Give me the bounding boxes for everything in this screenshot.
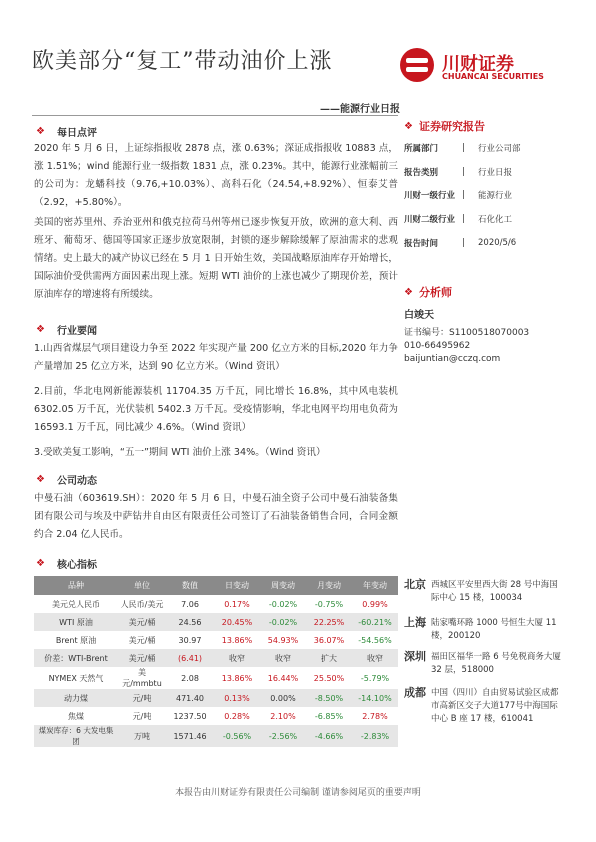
table-row — [34, 725, 398, 747]
table-cell: 0.00% — [260, 689, 306, 707]
report-subtitle: ——能源行业日报 — [320, 104, 400, 115]
table-cell: 美元/桶 — [118, 613, 166, 631]
company-logo — [400, 48, 550, 84]
table-cell: 24.56 — [166, 613, 214, 631]
column-header: 品种 — [34, 576, 118, 595]
table-cell: -0.56% — [214, 725, 260, 747]
report-title: 欧美部分“复工”带动油价上涨 — [32, 49, 333, 74]
table-row — [34, 649, 398, 667]
table-cell: 收窄 — [352, 649, 398, 667]
info-key: 报告类别 — [404, 167, 439, 178]
office-city: 深圳 — [404, 650, 426, 663]
diamond-icon: ❖ — [404, 286, 413, 298]
office-address-text: 陆家嘴环路 1000 号恒生大厦 11 楼，200120 — [431, 618, 557, 641]
footer-disclaimer: 本报告由川财证券有限责任公司编制 谨请参阅尾页的重要声明 — [175, 788, 421, 798]
table-row — [34, 595, 398, 613]
table-cell: 收窄 — [214, 649, 260, 667]
diamond-icon: ❖ — [36, 126, 45, 137]
table-cell: 1237.50 — [173, 711, 207, 721]
table-cell: 美元/桶 — [118, 649, 166, 667]
table-cell: NYMEX 天然气 — [48, 673, 104, 683]
report-info-row — [404, 207, 564, 231]
table-cell: 471.40 — [166, 689, 214, 707]
table-cell: 人民币/美元 — [120, 599, 164, 609]
table-row — [34, 613, 398, 631]
diamond-icon: ❖ — [36, 474, 45, 485]
office-address-text: 西城区平安里西大街 28 号中海国际中心 15 楼，100034 — [431, 580, 558, 603]
analyst-cert: 证书编号：S1100518070003 — [404, 328, 530, 338]
diamond-icon: ❖ — [36, 324, 45, 335]
info-value: 行业日报 — [478, 167, 513, 178]
info-value: 石化化工 — [478, 215, 513, 226]
table-cell: Brent 原油 — [55, 635, 97, 645]
separator: | — [462, 214, 465, 225]
section-daily-review — [36, 124, 97, 139]
table-cell: 元/吨 — [132, 711, 152, 721]
table-cell: -8.50% — [306, 689, 352, 707]
table-cell: -0.75% — [314, 599, 344, 609]
paragraph: 美国的密苏里州、乔治亚州和俄克拉荷马州等州已逐步恢复开放，欧洲的意大利、西班牙、葡萄牙、德国等国家正逐步放宽限制，封锁的逐步解除缓解了原油需求的悲观情绪。史上最大的减产协议已经在 5 月 1 日开始生效，美国战略原油库存开始增长，国际油价受供需两方面因素出现上涨。短期 WTI 油价的上涨也减少了期现价差，预计原油库存的增速将有所缓续。 — [34, 217, 398, 300]
table-cell: 54.93% — [267, 635, 299, 645]
diamond-icon: ❖ — [36, 558, 45, 569]
table-cell: 0.99% — [362, 599, 388, 609]
news-item: 1.山西省煤层气项目建设力争至 2022 年实现产量 200 亿立方米的目标,2020 年力争产量增加 25 亿立方米，达到 90 亿立方米。（Wind 资讯） — [34, 343, 398, 372]
analyst-name: 白竣天 — [404, 310, 434, 321]
table-cell: 7.06 — [181, 599, 199, 609]
table-cell: 0.13% — [214, 689, 260, 707]
column-header: 数值 — [166, 576, 214, 595]
table-cell: (6.41) — [166, 649, 214, 667]
table-cell: -2.56% — [260, 725, 306, 747]
table-cell: 0.17% — [224, 599, 250, 609]
office-city: 上海 — [404, 616, 426, 629]
table-cell: -5.79% — [360, 673, 390, 683]
logo-mark-icon — [400, 48, 434, 82]
report-info-row — [404, 184, 564, 208]
office-address-text: 中国（四川）自由贸易试验区成都市高新区交子大道177号中海国际中心 B 座 17 楼，610041 — [431, 688, 559, 724]
info-key: 川财一级行业 — [404, 191, 456, 202]
table-cell: 价差：WTI-Brent — [34, 649, 118, 667]
office-city: 成都 — [404, 686, 426, 699]
column-header: 年变动 — [352, 576, 398, 595]
table-cell: 0.28% — [224, 711, 250, 721]
section-industry-news — [36, 322, 97, 337]
table-cell: 焦煤 — [68, 711, 84, 721]
logo-english-name: CHUANCAI SECURITIES — [442, 72, 544, 81]
separator: | — [462, 166, 465, 177]
table-cell: 30.97 — [178, 635, 202, 645]
table-cell: 13.86% — [221, 673, 253, 683]
heading-text: 分析师 — [418, 286, 452, 299]
table-header-row — [34, 576, 398, 595]
table-cell: 25.50% — [313, 673, 345, 683]
office-city: 北京 — [404, 578, 426, 591]
table-cell: 1571.46 — [166, 725, 214, 747]
analyst-phone: 010-66495962 — [404, 341, 471, 351]
info-value: 能源行业 — [478, 191, 513, 202]
table-cell: 煤炭库存：6 大发电集团 — [34, 725, 118, 747]
report-info-row — [404, 160, 564, 184]
info-value: 2020/5/6 — [478, 238, 517, 249]
table-cell: -0.02% — [260, 613, 306, 631]
table-cell: 16.44% — [267, 673, 299, 683]
table-row — [34, 689, 398, 707]
table-row — [34, 631, 398, 649]
section-title: 公司动态 — [56, 476, 97, 487]
info-key: 所属部门 — [404, 143, 439, 154]
table-cell: 22.25% — [306, 613, 352, 631]
section-title: 核心指标 — [56, 560, 97, 571]
column-header: 日变动 — [214, 576, 260, 595]
table-cell: -4.66% — [306, 725, 352, 747]
table-cell: 13.86% — [221, 635, 253, 645]
report-info-row — [404, 136, 564, 160]
table-cell: 2.08 — [181, 673, 199, 683]
diamond-icon: ❖ — [404, 120, 413, 132]
separator: | — [462, 142, 465, 153]
table-cell: 美元/mmbtu — [122, 668, 162, 688]
table-cell: 万吨 — [118, 725, 166, 747]
table-cell: 扩大 — [306, 649, 352, 667]
analyst-heading — [404, 284, 452, 300]
column-header: 周变动 — [260, 576, 306, 595]
report-info-row — [404, 231, 564, 255]
info-value: 行业公司部 — [478, 143, 521, 154]
daily-review-body — [34, 140, 398, 306]
table-cell: 美元/桶 — [128, 635, 156, 645]
table-cell: -0.02% — [268, 599, 298, 609]
table-cell: 2.78% — [362, 711, 388, 721]
industry-news-body — [34, 340, 398, 464]
header-divider — [32, 115, 398, 116]
table-cell: 36.07% — [313, 635, 345, 645]
news-item: 2.目前，华北电网新能源装机 11704.35 万千瓦，同比增长 16.8%，其中风电装机 6302.05 万千瓦，光伏装机 5402.3 万千瓦。受疫情影响，华北电网平均用电负荷为 16593.1 万千瓦，同比减少 4.6%。（Wind 资讯） — [34, 386, 398, 433]
table-cell: 元/吨 — [118, 689, 166, 707]
report-info-list — [404, 136, 564, 255]
section-title: 每日点评 — [56, 128, 97, 139]
table-cell: -14.10% — [352, 689, 398, 707]
separator: | — [462, 190, 465, 201]
section-company-news — [36, 472, 97, 487]
office-address — [404, 648, 569, 688]
table-cell: WTI 原油 — [34, 613, 118, 631]
table-cell: 20.45% — [214, 613, 260, 631]
table-row — [34, 707, 398, 725]
table-cell: -60.21% — [352, 613, 398, 631]
column-header: 月变动 — [306, 576, 352, 595]
table-cell: 收窄 — [260, 649, 306, 667]
table-cell: -54.56% — [358, 635, 392, 645]
section-core-indicators — [36, 556, 97, 571]
report-info-heading — [404, 118, 485, 134]
office-address — [404, 684, 569, 724]
heading-text: 证券研究报告 — [418, 120, 485, 133]
indicators-table — [34, 576, 398, 747]
info-key: 报告时间 — [404, 239, 439, 250]
table-cell: 动力煤 — [34, 689, 118, 707]
analyst-email[interactable]: baijuntian@cczq.com — [404, 354, 501, 364]
paragraph: 2020 年 5 月 6 日，上证综指报收 2878 点，涨 0.63%；深证成指报收 10883 点，涨 1.51%；wind 能源行业一级指数 1831 点，涨 0.23%。其中，能源行业涨幅前三的公司为：龙蟠科技（9.76,+10.03%）、高科石化（24.54,+8.92%）、恒泰艾普（2.92，+5.80%）。 — [34, 143, 398, 208]
office-address-text: 福田区福华一路 6 号免税商务大厦 32 层，518000 — [431, 652, 561, 675]
info-key: 川财二级行业 — [404, 215, 456, 226]
table-cell: 2.10% — [270, 711, 296, 721]
logo-name: 川财证券 — [442, 54, 514, 75]
news-item: 3.受欧美复工影响，“五一”期间 WTI 油价上涨 34%。（Wind 资讯） — [34, 447, 326, 458]
table-cell: -6.85% — [314, 711, 344, 721]
section-title: 行业要闻 — [56, 326, 97, 337]
company-news-body: 中曼石油（603619.SH）：2020 年 5 月 6 日，中曼石油全资子公司中曼石油装备集团有限公司与埃及中萨钻井自由区有限责任公司签订了石油装备销售合同，合同金额约合 2.04 亿人民币。 — [34, 493, 398, 540]
column-header: 单位 — [118, 576, 166, 595]
analyst-info — [404, 306, 529, 366]
office-address — [404, 576, 569, 616]
table-row — [34, 667, 398, 689]
table-cell: 美元兑人民币 — [52, 599, 100, 609]
table-cell: -2.83% — [352, 725, 398, 747]
separator: | — [462, 238, 465, 249]
